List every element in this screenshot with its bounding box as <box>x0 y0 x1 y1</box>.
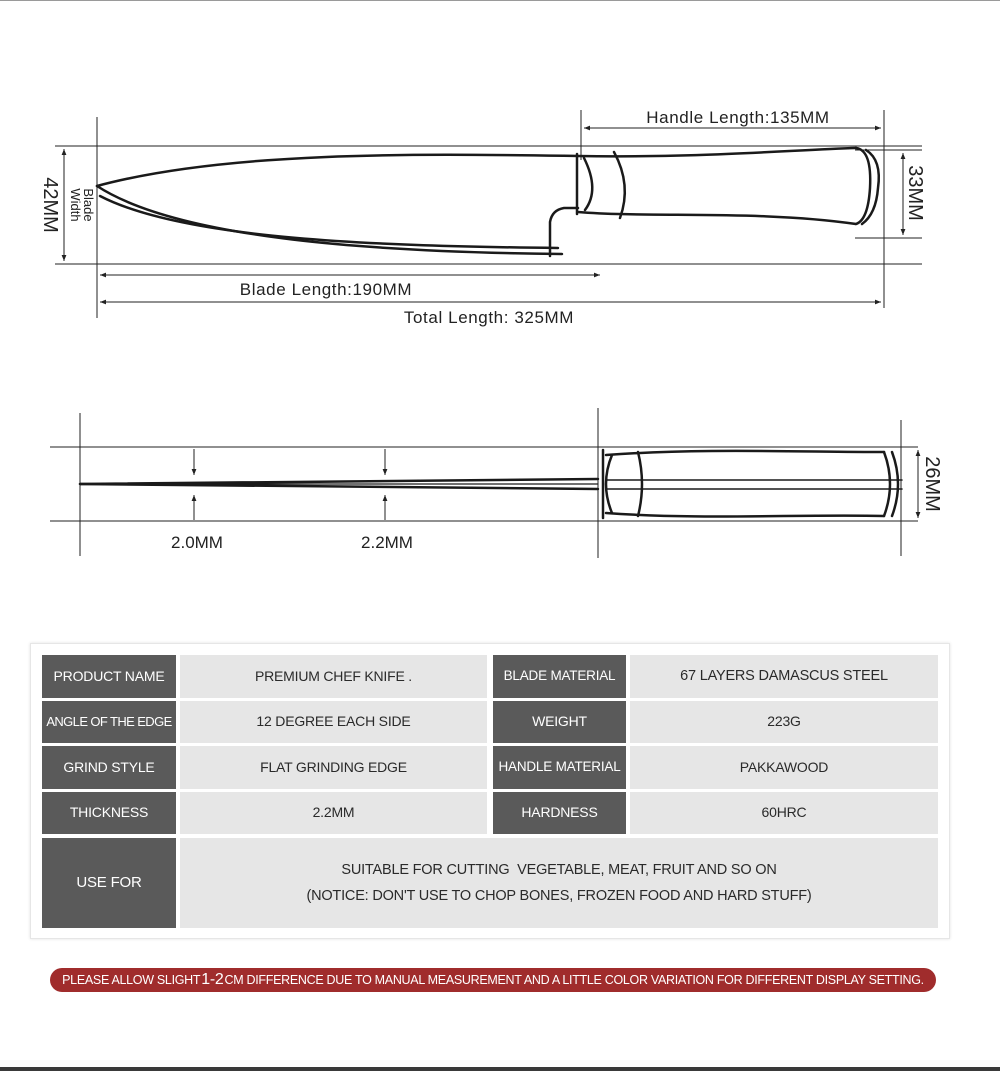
knife-top-view-diagram <box>0 100 1000 340</box>
grind-style-label: GRIND STYLE <box>42 746 176 789</box>
tip-thickness-label: 2.0MM <box>171 533 223 552</box>
notice-prefix: PLEASE ALLOW SLIGHT <box>62 973 201 987</box>
total-length-label: Total Length: 325MM <box>403 308 575 327</box>
edge-angle-label: ANGLE OF THE EDGE <box>42 701 176 743</box>
thickness-label: THICKNESS <box>42 792 176 834</box>
knife-side-view-diagram <box>0 400 1000 570</box>
edge-angle-value: 12 DEGREE EACH SIDE <box>180 701 487 743</box>
spine-thickness-label: 2.2MM <box>361 533 413 552</box>
handle-material-value: PAKKAWOOD <box>630 746 938 789</box>
hardness-label: HARDNESS <box>493 792 626 834</box>
use-for-line-1: SUITABLE FOR CUTTING VEGETABLE, MEAT, FRUIT AND SO ON <box>341 861 777 878</box>
use-for-value <box>180 838 938 928</box>
thickness-value: 2.2MM <box>180 792 487 834</box>
handle-thickness-label: 26MM <box>921 456 943 512</box>
spec-table <box>30 643 950 939</box>
knife-top-outline <box>97 148 879 256</box>
handle-length-label: Handle Length:135MM <box>646 108 830 127</box>
blade-material-value: 67 LAYERS DAMASCUS STEEL <box>630 655 938 698</box>
weight-value: 223G <box>630 701 938 743</box>
handle-material-label: HANDLE MATERIAL <box>493 746 626 789</box>
blade-width-label-1: Blade <box>81 188 96 222</box>
use-for-label: USE FOR <box>42 838 176 928</box>
notice-range: 1-2 <box>201 971 224 988</box>
product-name-value: PREMIUM CHEF KNIFE . <box>180 655 487 698</box>
blade-width-label-2: Width <box>68 188 83 222</box>
top-rule <box>0 0 1000 1</box>
hardness-value: 60HRC <box>630 792 938 834</box>
handle-height-value: 33MM <box>904 165 926 221</box>
blade-width-value: 42MM <box>39 177 61 233</box>
grind-style-value: FLAT GRINDING EDGE <box>180 746 487 789</box>
use-for-line-2: (NOTICE: DON'T USE TO CHOP BONES, FROZEN FOOD AND HARD STUFF) <box>306 888 812 904</box>
weight-label: WEIGHT <box>493 701 626 743</box>
measurement-notice-banner <box>50 968 936 992</box>
blade-material-label: BLADE MATERIAL <box>493 655 626 698</box>
notice-suffix: CM DIFFERENCE DUE TO MANUAL MEASUREMENT AND A LITTLE COLOR VARIATION FOR DIFFERENT DISPLAY SETTING. <box>224 973 924 987</box>
knife-side-outline <box>80 450 902 518</box>
blade-length-label: Blade Length:190MM <box>239 280 413 299</box>
bottom-rule <box>0 1067 1000 1071</box>
product-name-label: PRODUCT NAME <box>42 655 176 698</box>
